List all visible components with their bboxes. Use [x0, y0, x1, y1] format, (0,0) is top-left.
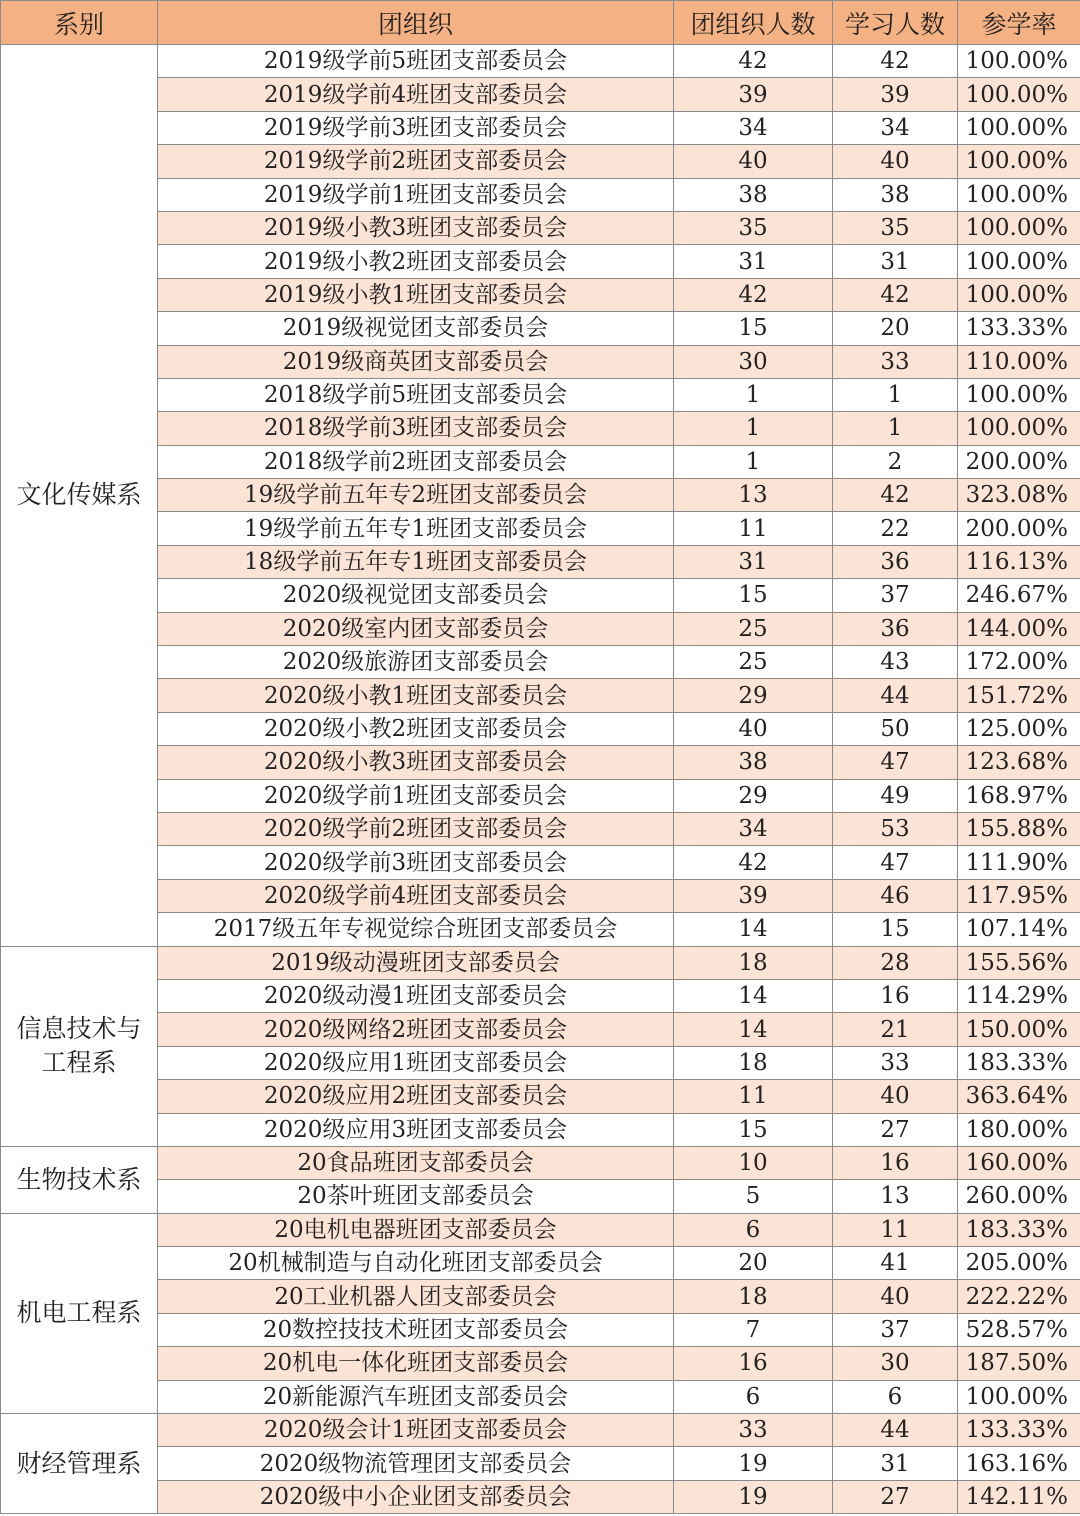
member-count-cell: 31 [674, 545, 833, 578]
header-row [1, 1, 1080, 45]
participation-rate-cell: 123.68% [958, 746, 1080, 779]
organization-cell: 2020级学前3班团支部委员会 [158, 846, 674, 879]
learner-count-cell: 11 [833, 1213, 958, 1246]
organization-cell: 2020级网络2班团支部委员会 [158, 1013, 674, 1046]
organization-cell: 2020级学前1班团支部委员会 [158, 779, 674, 812]
member-count-cell: 25 [674, 646, 833, 679]
organization-cell: 19级学前五年专1班团支部委员会 [158, 512, 674, 545]
table-row [1, 1113, 1080, 1146]
member-count-cell: 42 [674, 45, 833, 78]
organization-cell: 2020级视觉团支部委员会 [158, 579, 674, 612]
table-row [1, 846, 1080, 879]
learner-count-cell: 36 [833, 545, 958, 578]
learner-count-cell: 16 [833, 979, 958, 1012]
table-row [1, 579, 1080, 612]
learner-count-cell: 30 [833, 1347, 958, 1380]
table-row [1, 1480, 1080, 1513]
participation-rate-cell: 111.90% [958, 846, 1080, 879]
organization-cell: 2019级学前4班团支部委员会 [158, 78, 674, 111]
table-row [1, 1247, 1080, 1280]
member-count-cell: 18 [674, 946, 833, 979]
table-row [1, 1447, 1080, 1480]
member-count-cell: 1 [674, 378, 833, 411]
header-member-count: 团组织人数 [674, 1, 833, 45]
organization-cell: 18级学前五年专1班团支部委员会 [158, 545, 674, 578]
participation-rate-cell: 260.00% [958, 1180, 1080, 1213]
member-count-cell: 6 [674, 1380, 833, 1413]
department-cell: 财经管理系 [1, 1414, 158, 1514]
member-count-cell: 33 [674, 1414, 833, 1447]
organization-cell: 2019级学前1班团支部委员会 [158, 178, 674, 211]
member-count-cell: 39 [674, 78, 833, 111]
learner-count-cell: 27 [833, 1113, 958, 1146]
table-row [1, 45, 1080, 78]
department-cell: 文化传媒系 [1, 45, 158, 947]
participation-rate-cell: 107.14% [958, 913, 1080, 946]
learner-count-cell: 44 [833, 1414, 958, 1447]
participation-rate-cell: 155.88% [958, 812, 1080, 845]
participation-rate-cell: 180.00% [958, 1113, 1080, 1146]
participation-rate-cell: 133.33% [958, 312, 1080, 345]
member-count-cell: 38 [674, 178, 833, 211]
table-row [1, 78, 1080, 111]
organization-cell: 2020级动漫1班团支部委员会 [158, 979, 674, 1012]
participation-rate-cell: 100.00% [958, 211, 1080, 244]
organization-cell: 2018级学前2班团支部委员会 [158, 445, 674, 478]
table-row [1, 412, 1080, 445]
learner-count-cell: 31 [833, 245, 958, 278]
table-row [1, 345, 1080, 378]
table-row [1, 178, 1080, 211]
participation-rate-cell: 117.95% [958, 879, 1080, 912]
organization-cell: 2019级小教1班团支部委员会 [158, 278, 674, 311]
organization-cell: 2020级室内团支部委员会 [158, 612, 674, 645]
table-row [1, 1347, 1080, 1380]
participation-rate-cell: 160.00% [958, 1146, 1080, 1179]
organization-cell: 2018级学前3班团支部委员会 [158, 412, 674, 445]
table-row [1, 812, 1080, 845]
table-row [1, 545, 1080, 578]
table-body [1, 45, 1080, 1514]
learner-count-cell: 34 [833, 111, 958, 144]
table-row [1, 1380, 1080, 1413]
table-row [1, 712, 1080, 745]
learner-count-cell: 42 [833, 479, 958, 512]
member-count-cell: 40 [674, 145, 833, 178]
learner-count-cell: 37 [833, 1313, 958, 1346]
learner-count-cell: 42 [833, 45, 958, 78]
header-department: 系别 [1, 1, 158, 45]
participation-rate-cell: 100.00% [958, 78, 1080, 111]
participation-rate-cell: 116.13% [958, 545, 1080, 578]
organization-cell: 2019级小教2班团支部委员会 [158, 245, 674, 278]
member-count-cell: 16 [674, 1347, 833, 1380]
member-count-cell: 10 [674, 1146, 833, 1179]
participation-rate-cell: 172.00% [958, 646, 1080, 679]
member-count-cell: 25 [674, 612, 833, 645]
table-row [1, 979, 1080, 1012]
organization-cell: 2020级物流管理团支部委员会 [158, 1447, 674, 1480]
learner-count-cell: 20 [833, 312, 958, 345]
learner-count-cell: 1 [833, 412, 958, 445]
member-count-cell: 7 [674, 1313, 833, 1346]
organization-cell: 2020级应用3班团支部委员会 [158, 1113, 674, 1146]
table-row [1, 679, 1080, 712]
table-row [1, 646, 1080, 679]
organization-cell: 20机电一体化班团支部委员会 [158, 1347, 674, 1380]
header-participation-rate: 参学率 [958, 1, 1080, 45]
table-row [1, 1313, 1080, 1346]
participation-rate-cell: 133.33% [958, 1414, 1080, 1447]
table-row [1, 946, 1080, 979]
table-row [1, 1046, 1080, 1079]
participation-rate-cell: 528.57% [958, 1313, 1080, 1346]
participation-rate-cell: 144.00% [958, 612, 1080, 645]
member-count-cell: 15 [674, 312, 833, 345]
learner-count-cell: 43 [833, 646, 958, 679]
participation-rate-cell: 150.00% [958, 1013, 1080, 1046]
table-row [1, 1414, 1080, 1447]
table-row [1, 479, 1080, 512]
learner-count-cell: 28 [833, 946, 958, 979]
member-count-cell: 29 [674, 779, 833, 812]
learner-count-cell: 44 [833, 679, 958, 712]
department-cell: 信息技术与工程系 [1, 946, 158, 1146]
table-row [1, 512, 1080, 545]
organization-cell: 2020级小教2班团支部委员会 [158, 712, 674, 745]
learner-count-cell: 27 [833, 1480, 958, 1513]
organization-cell: 2020级中小企业团支部委员会 [158, 1480, 674, 1513]
organization-cell: 2020级小教1班团支部委员会 [158, 679, 674, 712]
organization-cell: 2020级会计1班团支部委员会 [158, 1414, 674, 1447]
participation-rate-cell: 246.67% [958, 579, 1080, 612]
organization-cell: 2019级小教3班团支部委员会 [158, 211, 674, 244]
learner-count-cell: 1 [833, 378, 958, 411]
organization-cell: 20数控技技术班团支部委员会 [158, 1313, 674, 1346]
table-row [1, 378, 1080, 411]
learner-count-cell: 49 [833, 779, 958, 812]
member-count-cell: 29 [674, 679, 833, 712]
learner-count-cell: 35 [833, 211, 958, 244]
member-count-cell: 14 [674, 979, 833, 1012]
participation-rate-cell: 183.33% [958, 1213, 1080, 1246]
learner-count-cell: 33 [833, 1046, 958, 1079]
department-cell: 机电工程系 [1, 1213, 158, 1413]
learner-count-cell: 41 [833, 1247, 958, 1280]
table-row [1, 111, 1080, 144]
member-count-cell: 38 [674, 746, 833, 779]
learner-count-cell: 50 [833, 712, 958, 745]
organization-cell: 2019级学前2班团支部委员会 [158, 145, 674, 178]
organization-cell: 2020级学前4班团支部委员会 [158, 879, 674, 912]
participation-rate-cell: 110.00% [958, 345, 1080, 378]
member-count-cell: 34 [674, 812, 833, 845]
participation-rate-cell: 100.00% [958, 245, 1080, 278]
member-count-cell: 14 [674, 1013, 833, 1046]
member-count-cell: 18 [674, 1280, 833, 1313]
organization-cell: 2020级小教3班团支部委员会 [158, 746, 674, 779]
member-count-cell: 35 [674, 211, 833, 244]
learner-count-cell: 36 [833, 612, 958, 645]
participation-rate-cell: 323.08% [958, 479, 1080, 512]
table-row [1, 1013, 1080, 1046]
member-count-cell: 6 [674, 1213, 833, 1246]
participation-rate-cell: 187.50% [958, 1347, 1080, 1380]
member-count-cell: 1 [674, 412, 833, 445]
participation-rate-cell: 222.22% [958, 1280, 1080, 1313]
organization-cell: 20机械制造与自动化班团支部委员会 [158, 1247, 674, 1280]
organization-cell: 19级学前五年专2班团支部委员会 [158, 479, 674, 512]
participation-rate-cell: 200.00% [958, 512, 1080, 545]
learner-count-cell: 31 [833, 1447, 958, 1480]
member-count-cell: 20 [674, 1247, 833, 1280]
participation-rate-cell: 100.00% [958, 111, 1080, 144]
header-learner-count: 学习人数 [833, 1, 958, 45]
organization-cell: 2019级动漫班团支部委员会 [158, 946, 674, 979]
organization-cell: 2019级学前3班团支部委员会 [158, 111, 674, 144]
participation-rate-cell: 100.00% [958, 378, 1080, 411]
learner-count-cell: 21 [833, 1013, 958, 1046]
learner-count-cell: 47 [833, 746, 958, 779]
participation-rate-cell: 125.00% [958, 712, 1080, 745]
organization-cell: 20茶叶班团支部委员会 [158, 1180, 674, 1213]
participation-rate-cell: 168.97% [958, 779, 1080, 812]
table-row [1, 312, 1080, 345]
member-count-cell: 34 [674, 111, 833, 144]
learner-count-cell: 40 [833, 1080, 958, 1113]
participation-rate-cell: 100.00% [958, 278, 1080, 311]
participation-rate-cell: 100.00% [958, 178, 1080, 211]
participation-rate-cell: 100.00% [958, 1380, 1080, 1413]
learner-count-cell: 22 [833, 512, 958, 545]
table-row [1, 746, 1080, 779]
learner-count-cell: 2 [833, 445, 958, 478]
table-row [1, 145, 1080, 178]
organization-cell: 20工业机器人团支部委员会 [158, 1280, 674, 1313]
participation-rate-cell: 100.00% [958, 45, 1080, 78]
member-count-cell: 15 [674, 579, 833, 612]
department-cell: 生物技术系 [1, 1146, 158, 1213]
learner-count-cell: 13 [833, 1180, 958, 1213]
participation-rate-cell: 205.00% [958, 1247, 1080, 1280]
learner-count-cell: 16 [833, 1146, 958, 1179]
table-row [1, 1146, 1080, 1179]
learner-count-cell: 38 [833, 178, 958, 211]
learner-count-cell: 40 [833, 145, 958, 178]
table-row [1, 779, 1080, 812]
table-row [1, 913, 1080, 946]
member-count-cell: 15 [674, 1113, 833, 1146]
organization-cell: 20电机电器班团支部委员会 [158, 1213, 674, 1246]
learner-count-cell: 46 [833, 879, 958, 912]
member-count-cell: 13 [674, 479, 833, 512]
learner-count-cell: 53 [833, 812, 958, 845]
header-organization: 团组织 [158, 1, 674, 45]
organization-cell: 2020级应用1班团支部委员会 [158, 1046, 674, 1079]
table-row [1, 278, 1080, 311]
participation-rate-cell: 163.16% [958, 1447, 1080, 1480]
organization-cell: 20食品班团支部委员会 [158, 1146, 674, 1179]
table-row [1, 879, 1080, 912]
learner-count-cell: 39 [833, 78, 958, 111]
organization-cell: 2019级商英团支部委员会 [158, 345, 674, 378]
organization-cell: 2019级学前5班团支部委员会 [158, 45, 674, 78]
participation-rate-cell: 100.00% [958, 145, 1080, 178]
participation-rate-cell: 114.29% [958, 979, 1080, 1012]
learner-count-cell: 42 [833, 278, 958, 311]
participation-rate-cell: 151.72% [958, 679, 1080, 712]
organization-cell: 2019级视觉团支部委员会 [158, 312, 674, 345]
organization-cell: 2020级应用2班团支部委员会 [158, 1080, 674, 1113]
table-row [1, 245, 1080, 278]
member-count-cell: 42 [674, 846, 833, 879]
table-row [1, 1280, 1080, 1313]
participation-rate-cell: 155.56% [958, 946, 1080, 979]
member-count-cell: 11 [674, 1080, 833, 1113]
organization-cell: 2018级学前5班团支部委员会 [158, 378, 674, 411]
organization-cell: 20新能源汽车班团支部委员会 [158, 1380, 674, 1413]
table-row [1, 1213, 1080, 1246]
participation-rate-cell: 183.33% [958, 1046, 1080, 1079]
member-count-cell: 5 [674, 1180, 833, 1213]
member-count-cell: 11 [674, 512, 833, 545]
member-count-cell: 39 [674, 879, 833, 912]
member-count-cell: 42 [674, 278, 833, 311]
learner-count-cell: 15 [833, 913, 958, 946]
participation-rate-cell: 142.11% [958, 1480, 1080, 1513]
member-count-cell: 14 [674, 913, 833, 946]
table-row [1, 1180, 1080, 1213]
organization-cell: 2017级五年专视觉综合班团支部委员会 [158, 913, 674, 946]
participation-rate-cell: 200.00% [958, 445, 1080, 478]
member-count-cell: 19 [674, 1447, 833, 1480]
member-count-cell: 31 [674, 245, 833, 278]
table-row [1, 1080, 1080, 1113]
member-count-cell: 19 [674, 1480, 833, 1513]
learner-count-cell: 47 [833, 846, 958, 879]
table-row [1, 612, 1080, 645]
learner-count-cell: 33 [833, 345, 958, 378]
member-count-cell: 1 [674, 445, 833, 478]
organization-cell: 2020级学前2班团支部委员会 [158, 812, 674, 845]
learner-count-cell: 6 [833, 1380, 958, 1413]
learner-count-cell: 40 [833, 1280, 958, 1313]
participation-rate-cell: 100.00% [958, 412, 1080, 445]
table-row [1, 445, 1080, 478]
member-count-cell: 40 [674, 712, 833, 745]
member-count-cell: 30 [674, 345, 833, 378]
member-count-cell: 18 [674, 1046, 833, 1079]
organization-cell: 2020级旅游团支部委员会 [158, 646, 674, 679]
table-row [1, 211, 1080, 244]
table-header [1, 1, 1080, 45]
learner-count-cell: 37 [833, 579, 958, 612]
participation-rate-cell: 363.64% [958, 1080, 1080, 1113]
